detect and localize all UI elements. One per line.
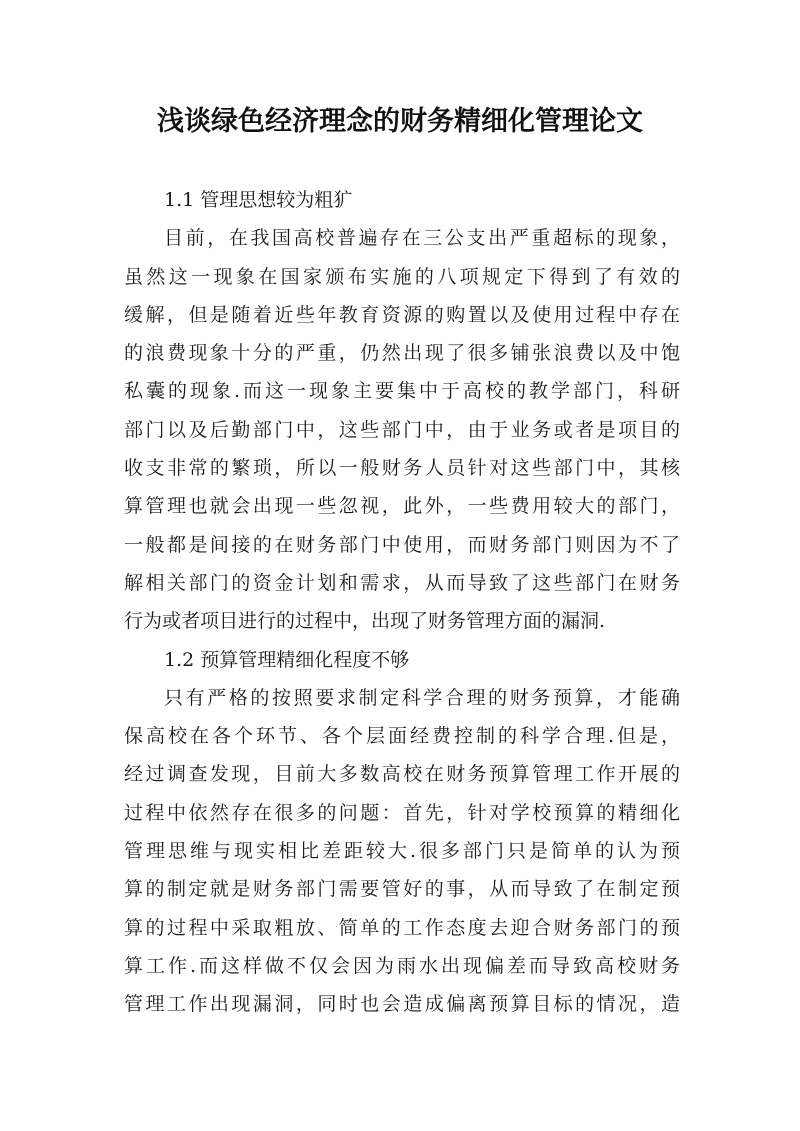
paragraph-line: 保高校在各个环节、各个层面经费控制的科学合理.但是， <box>124 725 680 748</box>
paragraph-line: 算工作.而这样做不仅会因为雨水出现偏差而导致高校财务 <box>124 954 680 977</box>
paragraph-line: 目前，在我国高校普遍存在三公支出严重超标的现象， <box>164 227 680 250</box>
paragraph-line: 部门以及后勤部门中，这些部门中，由于业务或者是项目的 <box>124 418 680 441</box>
document-title: 浅谈绿色经济理念的财务精细化管理论文 <box>157 106 643 137</box>
paragraph-line: 算的过程中采取粗放、简单的工作态度去迎合财务部门的预 <box>124 916 680 939</box>
paragraph-line: 管理工作出现漏洞，同时也会造成偏离预算目标的情况，造 <box>124 993 680 1016</box>
paragraph-line: 虽然这一现象在国家颁布实施的八项规定下得到了有效的 <box>124 265 680 288</box>
paragraph-line: 过程中依然存在很多的问题：首先，针对学校预算的精细化 <box>124 801 680 824</box>
paragraph-line: 行为或者项目进行的过程中，出现了财务管理方面的漏洞. <box>124 610 606 633</box>
section-heading: 1.2 预算管理精细化程度不够 <box>164 648 410 671</box>
paragraph-line: 经过调查发现，目前大多数高校在财务预算管理工作开展的 <box>124 763 680 786</box>
document-body <box>124 181 680 1024</box>
paragraph-line: 管理思维与现实相比差距较大.很多部门只是简单的认为预 <box>124 840 680 863</box>
section-heading: 1.1 管理思想较为粗犷 <box>164 189 353 211</box>
paragraph-line: 算管理也就会出现一些忽视，此外，一些费用较大的部门， <box>124 495 680 518</box>
paragraph-line: 一般都是间接的在财务部门中使用，而财务部门则因为不了 <box>124 533 680 556</box>
paragraph-line: 收支非常的繁琐，所以一般财务人员针对这些部门中，其核 <box>124 457 680 480</box>
paragraph-line: 解相关部门的资金计划和需求，从而导致了这些部门在财务 <box>124 571 680 594</box>
paragraph-line: 算的制定就是财务部门需要管好的事，从而导致了在制定预 <box>124 878 680 901</box>
paragraph-line: 私囊的现象.而这一现象主要集中于高校的教学部门，科研 <box>124 380 680 403</box>
paragraph-line: 只有严格的按照要求制定科学合理的财务预算，才能确 <box>164 686 680 709</box>
paragraph-line: 的浪费现象十分的严重，仍然出现了很多铺张浪费以及中饱 <box>124 342 680 365</box>
paragraph-line: 缓解，但是随着近些年教育资源的购置以及使用过程中存在 <box>124 303 680 326</box>
